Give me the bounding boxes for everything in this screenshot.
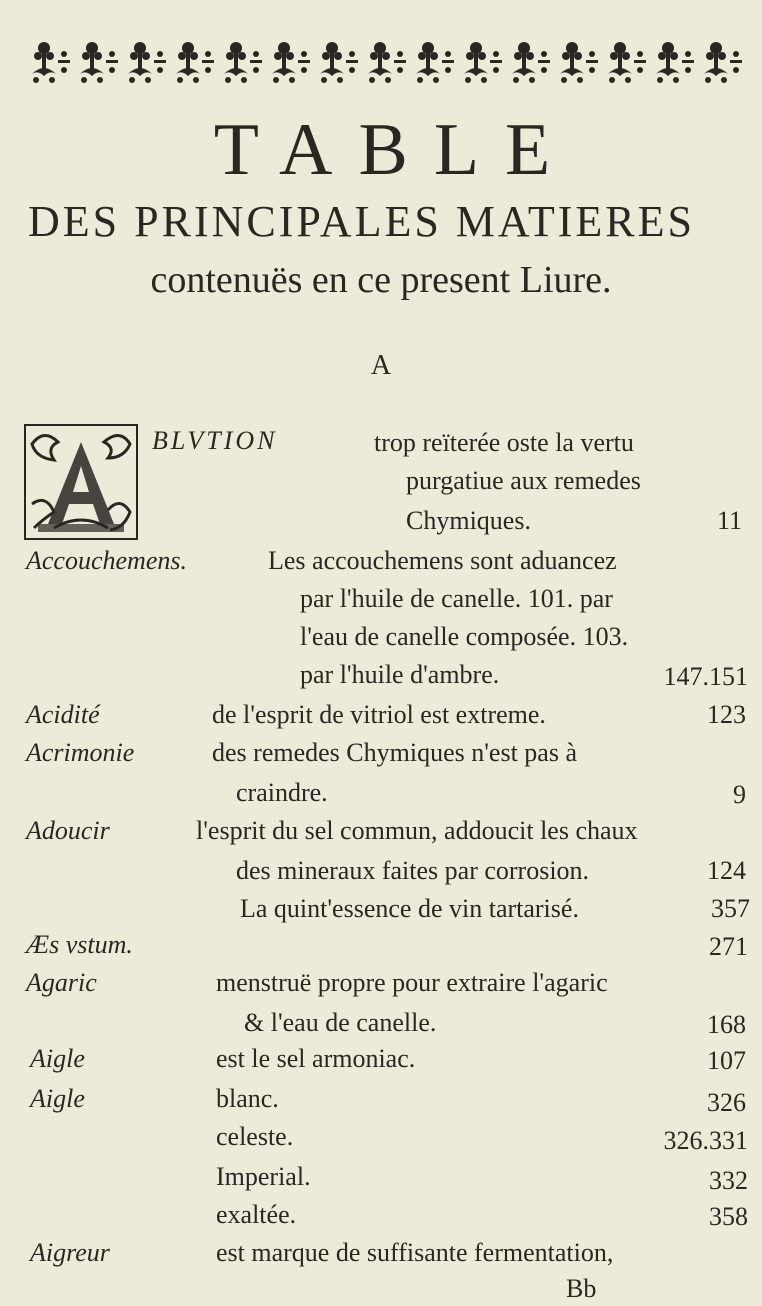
entry-text: La quint'essence de vin tartarisé. bbox=[240, 894, 579, 923]
entry-text: celeste. bbox=[216, 1122, 294, 1151]
entry-ablution-heading: BLVTION bbox=[152, 426, 278, 455]
entry-page-number: 271 bbox=[709, 932, 748, 961]
entry-text: est marque de suffisante fermentation, bbox=[216, 1238, 614, 1267]
entry-ablution-text: Chymiques. bbox=[406, 506, 531, 535]
section-letter: A bbox=[370, 350, 392, 381]
entry-page-number: 9 bbox=[733, 780, 746, 809]
entry-text: Imperial. bbox=[216, 1162, 311, 1191]
entry-page-number: 11 bbox=[716, 506, 742, 535]
entry-text: exaltée. bbox=[216, 1200, 297, 1229]
entry-keyword: Æs vstum. bbox=[26, 930, 133, 959]
entry-text: Les accouchemens sont aduancez bbox=[268, 546, 617, 575]
entry-keyword: Accouchemens. bbox=[26, 546, 187, 575]
entry-keyword: Adoucir bbox=[26, 816, 110, 845]
entry-keyword: Acidité bbox=[26, 700, 100, 729]
entry-keyword: Aigreur bbox=[30, 1238, 110, 1267]
entry-ablution-text: purgatiue aux remedes bbox=[406, 466, 641, 495]
entry-text: craindre. bbox=[236, 778, 328, 807]
entry-keyword: Aigle bbox=[30, 1084, 85, 1113]
entry-text: des remedes Chymiques n'est pas à bbox=[212, 738, 577, 767]
entry-text: l'eau de canelle composée. 103. bbox=[300, 622, 629, 651]
signature-mark: Bb bbox=[566, 1274, 597, 1303]
entry-page-number: 123 bbox=[707, 700, 746, 729]
entry-page-number: 168 bbox=[707, 1010, 746, 1039]
entry-page-number: 332 bbox=[709, 1166, 748, 1195]
entry-page-number: 326.331 bbox=[663, 1126, 748, 1155]
page-title: TABLE bbox=[213, 109, 577, 191]
entry-text: est le sel armoniac. bbox=[216, 1044, 416, 1073]
entry-text: par l'huile de canelle. 101. par bbox=[300, 584, 613, 613]
entry-text: menstruë propre pour extraire l'agaric bbox=[216, 968, 608, 997]
entry-text: par l'huile d'ambre. bbox=[300, 660, 500, 689]
entry-page-number: 326 bbox=[707, 1088, 746, 1117]
entry-page-number: 357 bbox=[711, 894, 750, 923]
entry-text: & l'eau de canelle. bbox=[244, 1008, 437, 1037]
decorated-initial-a-icon bbox=[24, 424, 138, 540]
entry-page-number: 358 bbox=[709, 1202, 748, 1231]
page-subtitle: DES PRINCIPALES MATIERES bbox=[28, 197, 695, 246]
entry-keyword: Acrimonie bbox=[26, 738, 135, 767]
entry-text: de l'esprit de vitriol est extreme. bbox=[212, 700, 546, 729]
entry-keyword: Aigle bbox=[30, 1044, 85, 1073]
entry-keyword: Agaric bbox=[26, 968, 97, 997]
page-subtitle-line2: contenuës en ce present Liure. bbox=[150, 259, 612, 301]
fleuron-border bbox=[30, 36, 748, 88]
entry-text: l'esprit du sel commun, addoucit les chaux bbox=[196, 816, 638, 845]
entry-page-number: 107 bbox=[707, 1046, 746, 1075]
entry-ablution-text: trop reïterée oste la vertu bbox=[374, 428, 634, 457]
entry-text: des mineraux faites par corrosion. bbox=[236, 856, 590, 885]
entry-text: blanc. bbox=[216, 1084, 279, 1113]
entry-page-number: 147.151 bbox=[663, 662, 748, 691]
entry-page-number: 124 bbox=[707, 856, 746, 885]
